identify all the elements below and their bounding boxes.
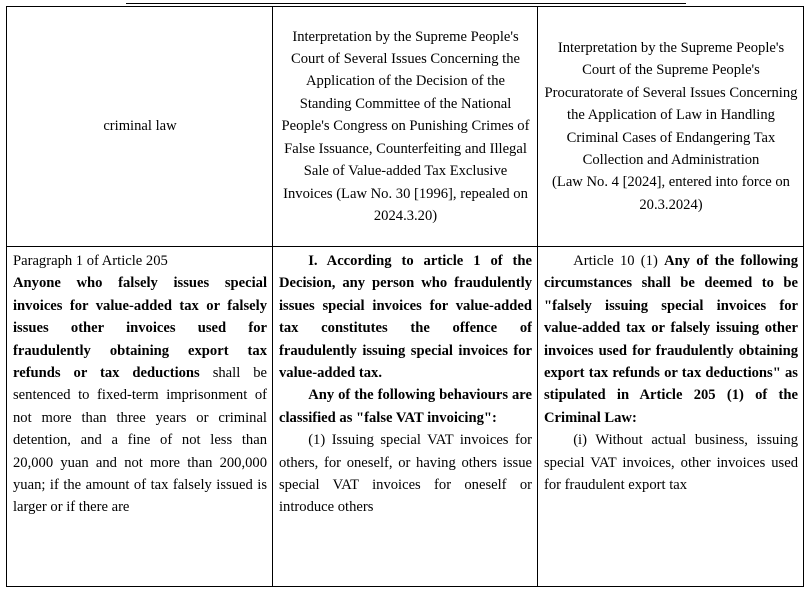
comparison-table bbox=[6, 6, 804, 587]
article-ten-reference: Article 10 (1) bbox=[573, 253, 658, 269]
cell-interpretation-1996-text bbox=[273, 247, 538, 587]
item-one-text: (1) Issuing special VAT invoices for others, for oneself, or having others issue special VAT invoices for oneself or introduce others bbox=[279, 432, 532, 516]
table-header-row bbox=[7, 7, 804, 247]
item-i-text: (i) Without actual business, issuing special VAT invoices, other invoices used for fraudulent export tax bbox=[544, 432, 798, 494]
header-interpretation-2024-title: Interpretation by the Supreme People's Court of the Supreme People's Procuratorate of Several Issues Concerning the Application of Law in Handling Criminal Cases of Endangering Tax Collection and Administration bbox=[544, 39, 798, 168]
header-interpretation-1996-text: Interpretation by the Supreme People's Court of Several Issues Concerning the Application of the Decision of the Standing Committee of the National People's Congress on Punishing Crimes of False Issuance, Counterfeiting and Illegal Sale of Value-added Tax Exclusive Invoices (Law No. 30 [1996], repealed on 2024.3.20) bbox=[281, 28, 530, 224]
section-one-text: I. According to article 1 of the Decision, any person who fraudulently issues special invoices for value-added tax constitutes the offence of fraudulently issuing special invoices for value-added tax. bbox=[279, 253, 532, 382]
article-reference: Paragraph 1 of Article 205 bbox=[13, 253, 168, 269]
cell-criminal-law-text bbox=[7, 247, 273, 587]
penalty-text: shall be sentenced to fixed-term imprisonment of not more than three years or criminal detention, and a fine of not less than 20,000 yuan and not more than 200,000 yuan; if the amount of tax falsely issued is larger or if there are bbox=[13, 365, 267, 516]
offence-description: Anyone who falsely issues special invoices for value-added tax or falsely issues other invoices used for fraudulently obtaining export tax refunds or tax deductions bbox=[13, 275, 267, 382]
cell-interpretation-2024-text bbox=[538, 247, 804, 587]
header-interpretation-1996 bbox=[273, 7, 538, 247]
header-interpretation-2024 bbox=[538, 7, 804, 247]
table-body-row bbox=[7, 247, 804, 587]
classification-text: Any of the following behaviours are classified as "false VAT invoicing": bbox=[279, 387, 532, 426]
header-criminal-law bbox=[7, 7, 273, 247]
deemed-circumstances-text: Any of the following circumstances shall be deemed to be "falsely issuing special invoices for value-added tax or falsely issuing other invoices used for fraudulently obtaining export tax refunds or tax deductions" as stipulated in Article 205 (1) of the Criminal Law: bbox=[544, 253, 798, 426]
header-criminal-law-text: criminal law bbox=[103, 118, 177, 135]
header-interpretation-2024-note: (Law No. 4 [2024], entered into force on 20.3.2024) bbox=[552, 174, 790, 213]
